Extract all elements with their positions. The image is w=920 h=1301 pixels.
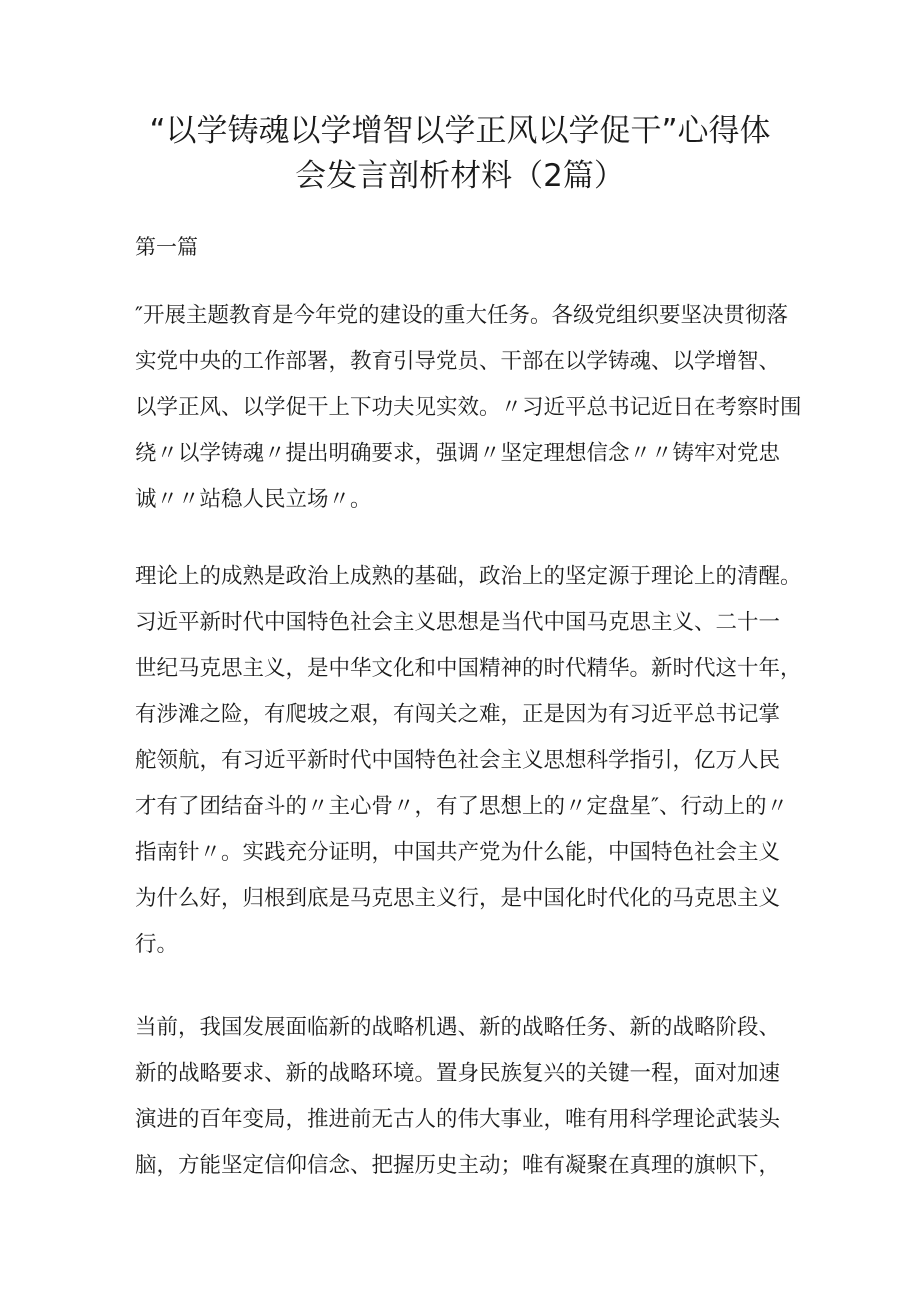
paragraph-2 (135, 554, 802, 968)
paragraph-1 (135, 293, 802, 523)
document-title-line-1: “以学铸魂以学增智以学正风以学促干”心得体 (149, 113, 771, 149)
paragraph-line: 当前，我国发展面临新的战略机遇、新的战略任务、新的战略阶段、 (135, 1015, 781, 1040)
paragraph-line: 新的战略要求、新的战略环境。置身民族复兴的关键一程，面对加速 (135, 1061, 781, 1086)
paragraph-line: ″开展主题教育是今年党的建设的重大任务。各级党组织要坚决贯彻落 (135, 303, 789, 328)
paragraph-line: 有涉滩之险，有爬坡之艰，有闯关之难，正是因为有习近平总书记掌 (135, 702, 781, 727)
paragraph-line: 理论上的成熟是政治上成熟的基础，政治上的坚定源于理论上的清醒。 (135, 564, 802, 589)
paragraph-line: 实党中央的工作部署，教育引导党员、干部在以学铸魂、以学增智、 (135, 349, 781, 374)
paragraph-line: 指南针〃。实践充分证明，中国共产党为什么能，中国特色社会主义 (135, 840, 781, 865)
section-label: 第一篇 (135, 235, 198, 259)
paragraph-line: 习近平新时代中国特色社会主义思想是当代中国马克思主义、二十一 (135, 610, 781, 635)
paragraph-line: 为什么好，归根到底是马克思主义行，是中国化时代化的马克思主义 (135, 886, 781, 911)
document-title-line-2: 会发言剖析材料（2篇） (295, 158, 625, 194)
paragraph-line: 舵领航，有习近平新时代中国特色社会主义思想科学指引，亿万人民 (135, 748, 781, 773)
paragraph-line: 绕〃以学铸魂〃提出明确要求，强调〃坚定理想信念〃〃铸牢对党忠 (135, 441, 781, 466)
paragraph-3 (135, 1005, 795, 1189)
paragraph-line: 才有了团结奋斗的〃主心骨〃，有了思想上的〃定盘星″、行动上的〃 (135, 794, 789, 819)
paragraph-line: 行。 (135, 932, 179, 957)
paragraph-line: 脑，方能坚定信仰信念、把握历史主动；唯有凝聚在真理的旗帜下， (135, 1153, 781, 1178)
paragraph-line: 世纪马克思主义，是中华文化和中国精神的时代精华。新时代这十年， (135, 656, 802, 681)
paragraph-line: 以学正风、以学促干上下功夫见实效。〃习近平总书记近日在考察时围 (135, 395, 802, 420)
paragraph-line: 演进的百年变局，推进前无古人的伟大事业，唯有用科学理论武装头 (135, 1107, 781, 1132)
paragraph-line: 诚〃〃站稳人民立场〃。 (135, 487, 372, 512)
